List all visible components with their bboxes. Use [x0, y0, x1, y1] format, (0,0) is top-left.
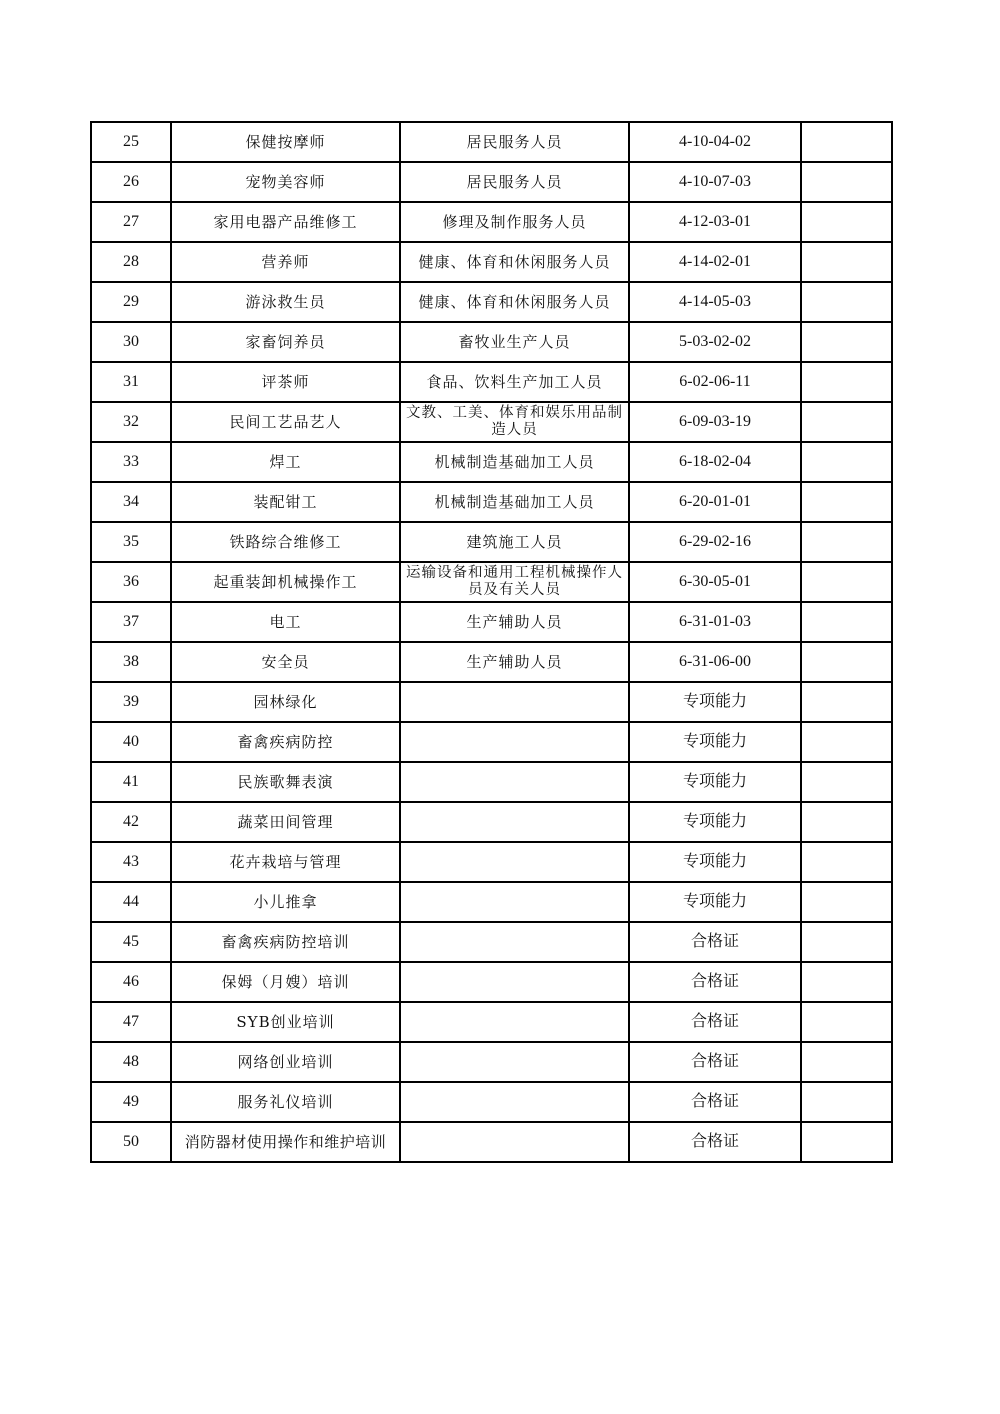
- table-row: [91, 482, 892, 522]
- cell-occupation-name: 铁路综合维修工: [171, 522, 400, 562]
- cell-note: [801, 522, 892, 562]
- cell-category: [400, 1002, 629, 1042]
- cell-category: [400, 1122, 629, 1162]
- cell-note: [801, 762, 892, 802]
- cell-note: [801, 482, 892, 522]
- cell-number: 39: [91, 682, 171, 722]
- cell-note: [801, 322, 892, 362]
- cell-occupation-name: 民间工艺品艺人: [171, 402, 400, 442]
- cell-code: 专项能力: [629, 722, 801, 762]
- cell-number: 42: [91, 802, 171, 842]
- cell-category: 居民服务人员: [400, 122, 629, 162]
- cell-code: 4-14-02-01: [629, 242, 801, 282]
- cell-code: 合格证: [629, 1122, 801, 1162]
- cell-note: [801, 1122, 892, 1162]
- cell-number: 41: [91, 762, 171, 802]
- cell-note: [801, 602, 892, 642]
- table-row: [91, 762, 892, 802]
- cell-category: [400, 1042, 629, 1082]
- cell-number: 25: [91, 122, 171, 162]
- cell-number: 50: [91, 1122, 171, 1162]
- table-row: [91, 1042, 892, 1082]
- table-row: [91, 122, 892, 162]
- cell-note: [801, 842, 892, 882]
- cell-category: [400, 802, 629, 842]
- cell-occupation-name: 保健按摩师: [171, 122, 400, 162]
- cell-number: 27: [91, 202, 171, 242]
- cell-note: [801, 962, 892, 1002]
- cell-category: 修理及制作服务人员: [400, 202, 629, 242]
- cell-category: 健康、体育和休闲服务人员: [400, 282, 629, 322]
- table-row: [91, 322, 892, 362]
- cell-category: 畜牧业生产人员: [400, 322, 629, 362]
- table-row: [91, 442, 892, 482]
- cell-number: 31: [91, 362, 171, 402]
- cell-number: 38: [91, 642, 171, 682]
- cell-note: [801, 562, 892, 602]
- cell-code: 合格证: [629, 962, 801, 1002]
- cell-category: 生产辅助人员: [400, 602, 629, 642]
- table-row: [91, 602, 892, 642]
- table-body: [91, 122, 892, 1162]
- cell-number: 40: [91, 722, 171, 762]
- cell-occupation-name: 服务礼仪培训: [171, 1082, 400, 1122]
- cell-number: 46: [91, 962, 171, 1002]
- cell-number: 30: [91, 322, 171, 362]
- cell-code: 专项能力: [629, 802, 801, 842]
- cell-occupation-name: 起重装卸机械操作工: [171, 562, 400, 602]
- cell-number: 36: [91, 562, 171, 602]
- cell-code: 专项能力: [629, 762, 801, 802]
- cell-code: 合格证: [629, 1002, 801, 1042]
- cell-number: 45: [91, 922, 171, 962]
- cell-note: [801, 882, 892, 922]
- cell-category: 运输设备和通用工程机械操作人员及有关人员: [400, 562, 629, 602]
- occupation-table: [90, 121, 893, 1163]
- cell-occupation-name: 营养师: [171, 242, 400, 282]
- cell-code: 合格证: [629, 1042, 801, 1082]
- cell-code: 4-12-03-01: [629, 202, 801, 242]
- cell-code: 5-03-02-02: [629, 322, 801, 362]
- cell-code: 6-31-01-03: [629, 602, 801, 642]
- cell-occupation-name: 电工: [171, 602, 400, 642]
- cell-code: 6-02-06-11: [629, 362, 801, 402]
- cell-code: 6-30-05-01: [629, 562, 801, 602]
- cell-number: 33: [91, 442, 171, 482]
- cell-number: 44: [91, 882, 171, 922]
- cell-occupation-name: 游泳救生员: [171, 282, 400, 322]
- cell-occupation-name: 装配钳工: [171, 482, 400, 522]
- cell-code: 6-29-02-16: [629, 522, 801, 562]
- cell-category: [400, 1082, 629, 1122]
- table-row: [91, 642, 892, 682]
- cell-category: 机械制造基础加工人员: [400, 442, 629, 482]
- cell-occupation-name: 畜禽疾病防控培训: [171, 922, 400, 962]
- cell-occupation-name: 宠物美容师: [171, 162, 400, 202]
- cell-occupation-name: 小儿推拿: [171, 882, 400, 922]
- cell-occupation-name: 园林绿化: [171, 682, 400, 722]
- cell-number: 29: [91, 282, 171, 322]
- cell-code: 6-31-06-00: [629, 642, 801, 682]
- table-row: [91, 202, 892, 242]
- cell-number: 47: [91, 1002, 171, 1042]
- cell-note: [801, 122, 892, 162]
- cell-number: 43: [91, 842, 171, 882]
- table-row: [91, 162, 892, 202]
- cell-occupation-name: 家用电器产品维修工: [171, 202, 400, 242]
- cell-occupation-name: SYB创业培训: [171, 1002, 400, 1042]
- cell-code: 6-20-01-01: [629, 482, 801, 522]
- table-row: [91, 682, 892, 722]
- cell-code: 6-09-03-19: [629, 402, 801, 442]
- cell-number: 34: [91, 482, 171, 522]
- cell-number: 49: [91, 1082, 171, 1122]
- cell-note: [801, 242, 892, 282]
- cell-note: [801, 802, 892, 842]
- cell-note: [801, 1082, 892, 1122]
- cell-occupation-name: 评茶师: [171, 362, 400, 402]
- cell-note: [801, 1042, 892, 1082]
- cell-code: 合格证: [629, 922, 801, 962]
- table-row: [91, 842, 892, 882]
- cell-note: [801, 722, 892, 762]
- cell-code: 专项能力: [629, 842, 801, 882]
- table-row: [91, 562, 892, 602]
- cell-code: 专项能力: [629, 882, 801, 922]
- table-row: [91, 1122, 892, 1162]
- table-row: [91, 242, 892, 282]
- cell-number: 26: [91, 162, 171, 202]
- cell-occupation-name: 消防器材使用操作和维护培训: [171, 1122, 400, 1162]
- cell-note: [801, 682, 892, 722]
- table-row: [91, 362, 892, 402]
- cell-number: 37: [91, 602, 171, 642]
- cell-category: 建筑施工人员: [400, 522, 629, 562]
- cell-note: [801, 362, 892, 402]
- cell-category: [400, 922, 629, 962]
- cell-number: 28: [91, 242, 171, 282]
- cell-category: [400, 762, 629, 802]
- cell-category: 健康、体育和休闲服务人员: [400, 242, 629, 282]
- cell-note: [801, 162, 892, 202]
- cell-category: [400, 842, 629, 882]
- table-row: [91, 722, 892, 762]
- cell-occupation-name: 网络创业培训: [171, 1042, 400, 1082]
- cell-occupation-name: 焊工: [171, 442, 400, 482]
- cell-category: 居民服务人员: [400, 162, 629, 202]
- cell-category: [400, 882, 629, 922]
- table-row: [91, 882, 892, 922]
- cell-note: [801, 642, 892, 682]
- table-row: [91, 1082, 892, 1122]
- cell-category: 文教、工美、体育和娱乐用品制造人员: [400, 402, 629, 442]
- cell-code: 4-14-05-03: [629, 282, 801, 322]
- cell-code: 4-10-07-03: [629, 162, 801, 202]
- cell-note: [801, 442, 892, 482]
- cell-code: 6-18-02-04: [629, 442, 801, 482]
- cell-category: 食品、饮料生产加工人员: [400, 362, 629, 402]
- cell-category: [400, 682, 629, 722]
- table-row: [91, 922, 892, 962]
- table-row: [91, 962, 892, 1002]
- cell-note: [801, 922, 892, 962]
- cell-category: 机械制造基础加工人员: [400, 482, 629, 522]
- cell-occupation-name: 安全员: [171, 642, 400, 682]
- table-row: [91, 802, 892, 842]
- cell-occupation-name: 保姆（月嫂）培训: [171, 962, 400, 1002]
- cell-note: [801, 1002, 892, 1042]
- cell-code: 4-10-04-02: [629, 122, 801, 162]
- cell-number: 48: [91, 1042, 171, 1082]
- cell-category: [400, 962, 629, 1002]
- cell-occupation-name: 家畜饲养员: [171, 322, 400, 362]
- table-row: [91, 1002, 892, 1042]
- cell-number: 32: [91, 402, 171, 442]
- cell-category: [400, 722, 629, 762]
- table-row: [91, 282, 892, 322]
- cell-note: [801, 282, 892, 322]
- cell-note: [801, 202, 892, 242]
- cell-occupation-name: 畜禽疾病防控: [171, 722, 400, 762]
- table-row: [91, 522, 892, 562]
- cell-number: 35: [91, 522, 171, 562]
- cell-category: 生产辅助人员: [400, 642, 629, 682]
- cell-note: [801, 402, 892, 442]
- cell-occupation-name: 蔬菜田间管理: [171, 802, 400, 842]
- cell-occupation-name: 花卉栽培与管理: [171, 842, 400, 882]
- cell-code: 专项能力: [629, 682, 801, 722]
- table-row: [91, 402, 892, 442]
- cell-code: 合格证: [629, 1082, 801, 1122]
- cell-occupation-name: 民族歌舞表演: [171, 762, 400, 802]
